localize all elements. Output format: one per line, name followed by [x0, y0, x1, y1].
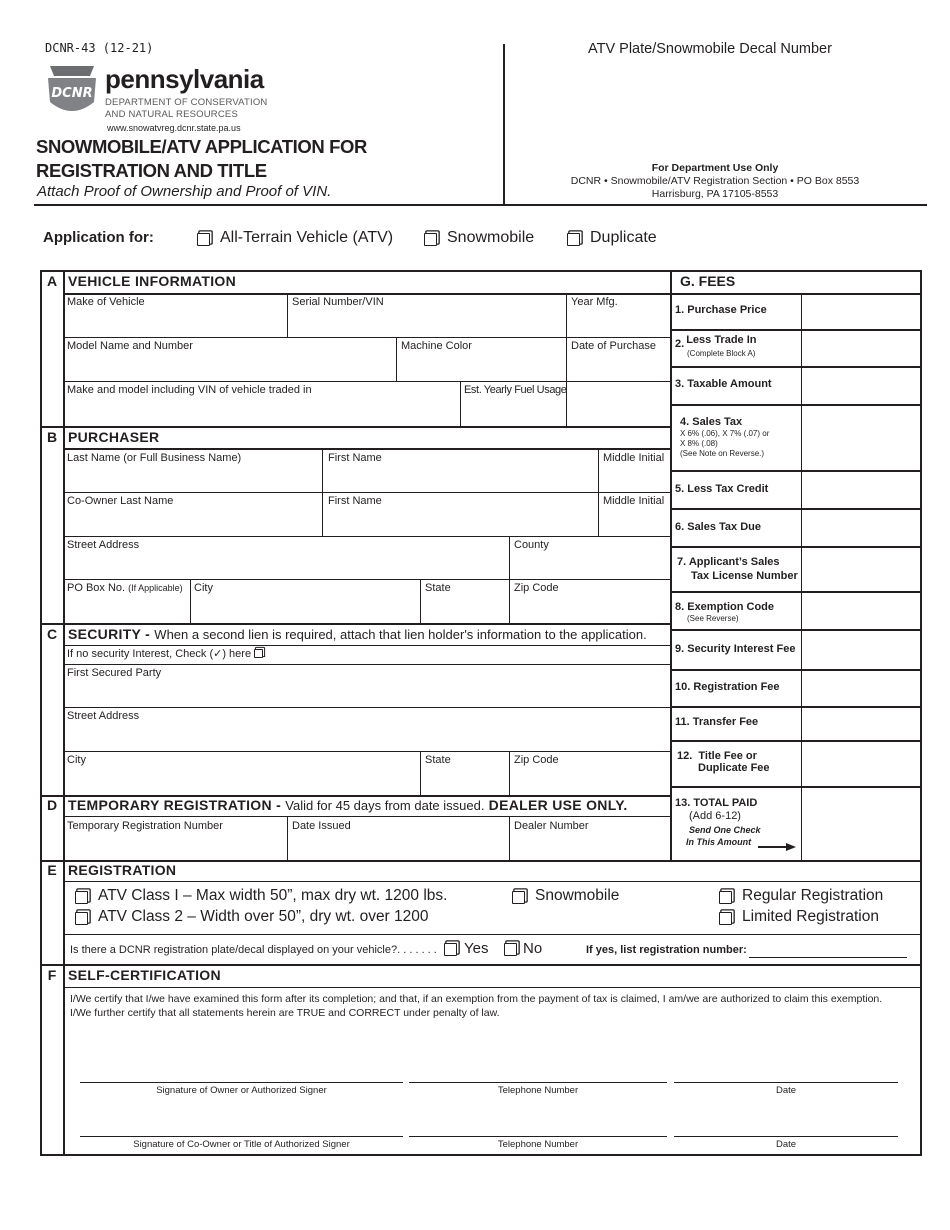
no-security-checkbox[interactable] — [254, 649, 263, 658]
fee-registration-field[interactable] — [803, 671, 920, 705]
fee-sales-tax-note-3: (See Note on Reverse.) — [680, 449, 765, 458]
date-issued-label: Date Issued — [292, 820, 351, 832]
co-owner-date-label: Date — [775, 1139, 797, 1150]
plate-no-checkbox[interactable] — [504, 943, 517, 956]
po-box-text: PO Box No. — [67, 582, 126, 594]
section-e-letter: E — [47, 862, 57, 878]
fees-value-divider — [801, 293, 802, 860]
form-number: DCNR-43 (12-21) — [45, 41, 154, 55]
middle-initial-label: Middle Initial — [603, 452, 665, 464]
fee-registration-label: 10. Registration Fee — [675, 681, 780, 693]
plate-yes-checkbox[interactable] — [444, 943, 457, 956]
co-owner-signature-line[interactable] — [80, 1136, 403, 1137]
snowmobile-option-label: Snowmobile — [447, 229, 535, 246]
co-owner-signature-label: Signature of Co-Owner or Title of Authorized Signer — [133, 1139, 350, 1150]
plate-number-field[interactable] — [510, 62, 920, 152]
rule — [63, 645, 670, 646]
fee-exemption-text: 8. Exemption Code — [675, 601, 775, 613]
section-d-dealer-only: DEALER USE ONLY. — [488, 797, 628, 813]
date-of-purchase-label: Date of Purchase — [571, 340, 656, 352]
fee-title-label-1: 12. Title Fee or — [677, 750, 757, 762]
rule — [63, 579, 670, 580]
city-label: City — [194, 582, 213, 594]
po-box-label — [67, 582, 183, 595]
fee-sales-tax-label — [680, 416, 769, 459]
state-label: State — [425, 582, 451, 594]
rule — [63, 492, 670, 493]
section-a-title: VEHICLE INFORMATION — [68, 273, 236, 289]
owner-telephone-line[interactable] — [409, 1082, 667, 1083]
fee-purchase-price-field[interactable] — [803, 295, 920, 328]
section-b-title: PURCHASER — [68, 429, 160, 445]
org-name: pennsylvania — [105, 64, 264, 94]
registration-number-field[interactable] — [749, 944, 907, 958]
form-title-line-1: SNOWMOBILE/ATV APPLICATION FOR — [36, 136, 367, 157]
registration-snowmobile-checkbox[interactable] — [512, 891, 525, 904]
fee-exemption-code-label — [675, 601, 774, 624]
section-d-letter: D — [46, 797, 58, 813]
section-f-title: SELF-CERTIFICATION — [68, 967, 221, 983]
rule — [63, 881, 922, 882]
atv-class2-label: ATV Class 2 – Width over 50”, dry wt. over 1200 — [98, 908, 429, 925]
fee-taxable-amount-field[interactable] — [803, 368, 920, 403]
section-c-title-text: SECURITY - — [68, 626, 151, 642]
model-name-label: Model Name and Number — [67, 340, 193, 352]
section-f-letter: F — [47, 967, 57, 983]
fee-send-check-1: Send One Check — [689, 825, 761, 835]
dept-line-2: AND NATURAL RESOURCES — [105, 109, 238, 120]
machine-color-label: Machine Color — [401, 340, 472, 352]
co-owner-first-name-label: First Name — [328, 495, 382, 507]
section-e-title: REGISTRATION — [68, 862, 177, 878]
rule — [63, 987, 922, 988]
fee-trade-in-num: 2. — [675, 338, 685, 350]
no-security-label: If no security Interest, Check (✓) here . — [67, 648, 267, 660]
rule — [63, 934, 922, 935]
application-for-label: Application for: — [43, 229, 154, 246]
section-a-letter: A — [46, 273, 58, 289]
fee-trade-in-text: Less Trade In — [686, 334, 757, 346]
fee-purchase-price-label: 1. Purchase Price — [675, 304, 767, 316]
rule — [63, 707, 670, 708]
fee-sales-tax-note-1: X 6% (.06), X 7% (.07) or — [680, 429, 770, 438]
letter-column-divider — [63, 270, 65, 1156]
section-c-letter: C — [46, 626, 58, 642]
section-d-title — [68, 796, 628, 815]
rule — [566, 293, 567, 426]
po-box-note: (If Applicable) — [128, 583, 183, 593]
dept-use-line-2: Harrisburg, PA 17105-8553 — [651, 188, 779, 200]
regular-registration-label: Regular Registration — [742, 887, 884, 904]
co-owner-telephone-line[interactable] — [409, 1136, 667, 1137]
rule — [63, 751, 670, 752]
section-b-letter: B — [46, 429, 58, 445]
first-name-label: First Name — [328, 452, 382, 464]
rule — [420, 751, 421, 795]
security-state-label: State — [425, 754, 451, 766]
fee-total-paid-label: 13. TOTAL PAID — [675, 797, 758, 809]
dept-line-1: DEPARTMENT OF CONSERVATION — [105, 97, 268, 108]
fee-taxable-amount-label: 3. Taxable Amount — [675, 378, 772, 390]
plate-no-label: No — [523, 940, 543, 957]
zip-code-label: Zip Code — [514, 582, 559, 594]
no-security-text: If no security Interest, Check (✓) here — [67, 648, 252, 660]
plate-yes-label: Yes — [464, 940, 489, 957]
snowmobile-checkbox[interactable] — [424, 233, 437, 246]
fee-security-interest-label: 9. Security Interest Fee — [675, 643, 796, 655]
owner-telephone-label: Telephone Number — [497, 1085, 579, 1096]
certification-text: I/We certify that I/we have examined this form after its completion; and that, if an exemption from the payment of tax is claimed, I am/we are authorized to claim this exemption. I/We further certify that all statements herein are TRUE and CORRECT under penalty of law. — [70, 993, 883, 1019]
last-name-label: Last Name (or Full Business Name) — [67, 452, 242, 464]
form-title-line-2: REGISTRATION AND TITLE — [36, 160, 267, 181]
limited-registration-checkbox[interactable] — [719, 912, 732, 925]
logo-text: DCNR — [51, 86, 93, 101]
fee-sales-tax-due-label: 6. Sales Tax Due — [675, 521, 762, 533]
dept-use-line-1: DCNR • Snowmobile/ATV Registration Section • PO Box 8553 — [570, 175, 860, 187]
arrow-right-icon — [758, 839, 796, 849]
make-of-vehicle-label: Make of Vehicle — [67, 296, 145, 308]
fee-tax-credit-field[interactable] — [803, 472, 920, 507]
fee-exemption-note: (See Reverse) — [687, 614, 739, 623]
form-subtitle: Attach Proof of Ownership and Proof of VIN. — [37, 183, 332, 200]
county-label: County — [514, 539, 549, 551]
atv-class2-checkbox[interactable] — [75, 912, 88, 925]
rule — [63, 536, 670, 537]
fee-license-number-field[interactable] — [803, 548, 920, 590]
rule — [509, 751, 510, 795]
fees-column-divider — [670, 270, 672, 860]
rule — [63, 448, 670, 450]
co-owner-middle-label: Middle Initial — [603, 495, 665, 507]
fee-tax-credit-label: 5. Less Tax Credit — [675, 483, 769, 495]
limited-registration-label: Limited Registration — [742, 908, 879, 925]
fee-trade-in-note: (Complete Block A) — [687, 349, 756, 358]
rule — [420, 579, 421, 623]
fee-license-number-label-1: 7. Applicant’s Sales — [677, 556, 780, 568]
fee-sales-tax-due-field[interactable] — [803, 510, 920, 545]
fee-transfer-field[interactable] — [803, 708, 920, 739]
rule — [460, 381, 461, 426]
fee-sales-tax-field[interactable] — [803, 406, 920, 469]
fuel-usage-label: Est. Yearly Fuel Usage — [464, 384, 567, 396]
fee-total-paid-field[interactable] — [803, 788, 920, 859]
rule — [287, 816, 288, 860]
rule — [396, 337, 397, 381]
regular-registration-checkbox[interactable] — [719, 891, 732, 904]
rule — [63, 337, 670, 338]
rule — [63, 816, 670, 817]
fee-exemption-code-field[interactable] — [803, 593, 920, 628]
section-d-title-text: TEMPORARY REGISTRATION - — [68, 797, 282, 813]
serial-vin-label: Serial Number/VIN — [292, 296, 384, 308]
atv-class1-checkbox[interactable] — [75, 891, 88, 904]
atv-option-label: All-Terrain Vehicle (ATV) — [220, 229, 394, 246]
owner-signature-line[interactable] — [80, 1082, 403, 1083]
co-owner-last-name-label: Co-Owner Last Name — [67, 495, 174, 507]
fee-security-interest-field[interactable] — [803, 631, 920, 668]
fee-total-note: (Add 6-12) — [689, 810, 741, 822]
section-d-title-note: Valid for 45 days from date issued. — [285, 798, 485, 813]
section-c-title-note: When a second lien is required, attach that lien holder's information to the application. — [154, 627, 647, 642]
trade-in-label: Make and model including VIN of vehicle traded in — [67, 384, 312, 396]
rule — [63, 664, 670, 665]
first-secured-party-label: First Secured Party — [67, 667, 162, 679]
dealer-number-label: Dealer Number — [514, 820, 589, 832]
header-divider — [503, 44, 505, 204]
atv-checkbox[interactable] — [197, 233, 210, 246]
plate-label: ATV Plate/Snowmobile Decal Number — [588, 41, 832, 57]
fee-trade-in-field[interactable] — [803, 331, 920, 365]
plate-question: Is there a DCNR registration plate/decal displayed on your vehicle?. . . . . . . — [70, 944, 437, 956]
street-address-label: Street Address — [67, 539, 140, 551]
owner-date-label: Date — [775, 1085, 797, 1096]
fees-title: G. FEES — [680, 273, 736, 289]
security-zip-label: Zip Code — [514, 754, 559, 766]
if-yes-label: If yes, list registration number: — [586, 944, 747, 956]
fee-license-number-label-2: Tax License Number — [691, 570, 798, 582]
registration-snowmobile-label: Snowmobile — [535, 887, 620, 904]
owner-date-line[interactable] — [674, 1082, 898, 1083]
duplicate-option-label: Duplicate — [590, 229, 657, 246]
website-link[interactable]: www.snowatvreg.dcnr.state.pa.us — [107, 123, 241, 133]
rule — [287, 293, 288, 337]
security-street-label: Street Address — [67, 710, 140, 722]
temp-registration-number-label: Temporary Registration Number — [67, 820, 223, 832]
fee-title-field[interactable] — [803, 742, 920, 785]
duplicate-checkbox[interactable] — [567, 233, 580, 246]
co-owner-telephone-label: Telephone Number — [497, 1139, 579, 1150]
fee-sales-tax-text: 4. Sales Tax — [680, 416, 743, 428]
fee-sales-tax-note-2: X 8% (.08) — [680, 439, 718, 448]
fee-title-label-2: Duplicate Fee — [698, 762, 770, 774]
main-form-frame — [40, 270, 922, 1156]
fee-send-check-2: In This Amount — [686, 837, 752, 847]
year-mfg-label: Year Mfg. — [571, 296, 618, 308]
owner-signature-label: Signature of Owner or Authorized Signer — [156, 1085, 327, 1096]
co-owner-date-line[interactable] — [674, 1136, 898, 1137]
rule — [63, 293, 670, 295]
dept-use-title: For Department Use Only — [651, 162, 779, 174]
atv-class1-label: ATV Class I – Max width 50”, max dry wt. 1200 lbs. — [98, 887, 448, 904]
rule — [509, 816, 510, 860]
fee-transfer-label: 11. Transfer Fee — [675, 716, 759, 728]
header-bottom-rule — [34, 204, 927, 206]
rule — [63, 381, 670, 382]
rule — [190, 579, 191, 623]
security-city-label: City — [67, 754, 86, 766]
section-c-title — [68, 625, 647, 644]
dcnr-logo — [44, 66, 100, 120]
fee-trade-in-label — [675, 334, 757, 358]
